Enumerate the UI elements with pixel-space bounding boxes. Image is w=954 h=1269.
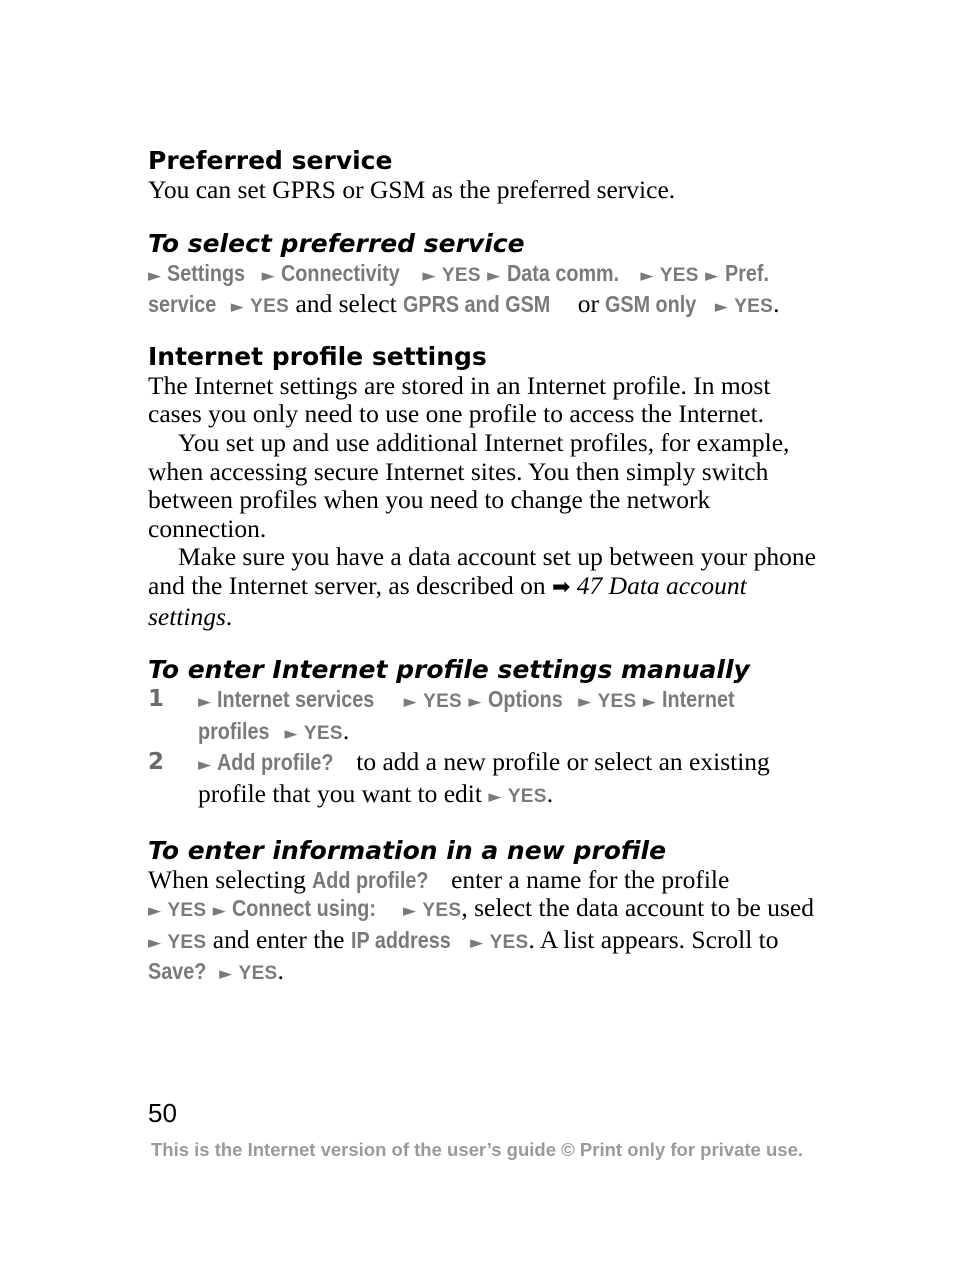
arrow-icon: ► — [403, 692, 417, 713]
text-fragment: . — [546, 778, 554, 808]
page-content — [148, 146, 828, 989]
text-fragment: When selecting — [148, 864, 313, 894]
text-fragment: profiles — [198, 717, 270, 744]
arrow-icon: ► — [714, 297, 728, 318]
select-preferred-instructions — [148, 259, 828, 322]
arrow-icon: ► — [402, 901, 417, 922]
yes-key-label: YES — [250, 296, 290, 318]
menu-ip-address: IP address — [350, 926, 451, 953]
profile-paragraph-3 — [148, 543, 828, 631]
arrow-icon: ► — [212, 901, 226, 922]
arrow-icon: ► — [468, 692, 482, 713]
heading-new-profile-info: To enter information in a new profile — [148, 835, 667, 865]
text-fragment: . — [773, 289, 780, 319]
arrow-icon: ► — [642, 692, 656, 713]
new-profile-instructions — [148, 866, 828, 989]
text-fragment: and enter the — [206, 924, 351, 954]
text-fragment: . A list appears. Scroll to — [528, 924, 779, 954]
yes-key-label: YES — [423, 691, 463, 713]
arrow-icon: ► — [487, 265, 501, 286]
arrow-icon: ► — [422, 265, 436, 286]
preferred-service-text: You can set GPRS or GSM as the preferred service. — [148, 175, 676, 204]
heading-internet-profile-settings: Internet profile settings — [148, 341, 487, 371]
step-number: 1 — [148, 686, 165, 713]
text-fragment: or — [571, 289, 606, 319]
step-number: 2 — [148, 749, 165, 776]
arrow-icon: ► — [148, 901, 162, 922]
arrow-icon: ► — [261, 265, 275, 286]
text-fragment: Make sure you have a data account set up between your phone and the Internet server, as described on — [148, 542, 816, 600]
list-item — [148, 685, 828, 748]
arrow-icon: ► — [640, 265, 654, 286]
option-gsm-only: GSM only — [605, 291, 697, 318]
arrow-icon: ► — [198, 755, 212, 776]
yes-key-label: YES — [303, 722, 343, 744]
manual-steps-list — [148, 685, 828, 811]
yes-key-label: YES — [489, 931, 529, 953]
text-fragment: . — [277, 956, 284, 986]
xref-data-account-settings[interactable]: 47 Data account settings — [148, 570, 747, 631]
yes-key-label: YES — [734, 296, 774, 318]
profile-paragraph-1: The Internet settings are stored in an Internet profile. In most cases you only need to use one profile to access the Internet. — [148, 370, 771, 429]
menu-connect-using: Connect using: — [232, 895, 377, 922]
menu-data-comm: Data comm. — [506, 259, 619, 286]
arrow-icon: ► — [705, 265, 719, 286]
menu-options: Options — [487, 686, 563, 713]
yes-key-label: YES — [441, 264, 481, 286]
arrow-icon: ► — [284, 723, 298, 744]
text-fragment: service — [148, 291, 217, 318]
arrow-icon: ► — [198, 692, 212, 713]
text-fragment: . — [342, 715, 350, 745]
yes-key-label: YES — [659, 264, 699, 286]
menu-connectivity: Connectivity — [281, 259, 400, 286]
menu-internet-profiles: Internet — [662, 686, 735, 713]
xref-arrow-icon: ➡ — [551, 574, 571, 600]
menu-add-profile: Add profile? — [312, 866, 429, 893]
footer-notice: This is the Internet version of the user’s guide © Print only for private use. — [150, 1139, 803, 1160]
option-gprs-and-gsm: GPRS and GSM — [403, 291, 551, 318]
profile-paragraph-2: You set up and use additional Internet profiles, for example, when accessing secure Internet sites. You then simply switch between profiles when you need to change the network connection. — [148, 427, 790, 543]
arrow-icon: ► — [148, 932, 162, 953]
text-fragment: enter a name for the profile — [444, 864, 730, 894]
arrow-icon: ► — [230, 297, 244, 318]
menu-internet-services: Internet services — [217, 686, 375, 713]
yes-key-label: YES — [597, 691, 637, 713]
menu-add-profile: Add profile? — [217, 749, 334, 776]
arrow-icon: ► — [148, 265, 162, 286]
menu-save: Save? — [148, 958, 207, 985]
arrow-icon: ► — [578, 692, 592, 713]
arrow-icon: ► — [470, 932, 484, 953]
heading-enter-profile-manually: To enter Internet profile settings manually — [148, 655, 750, 685]
list-item — [148, 748, 828, 811]
text-fragment: , select the data account to be used — [461, 893, 814, 923]
heading-select-preferred-service: To select preferred service — [148, 228, 525, 258]
menu-pref-service: Pref. — [724, 259, 769, 286]
arrow-icon: ► — [219, 964, 233, 985]
yes-key-label: YES — [238, 963, 278, 985]
yes-key-label: YES — [422, 900, 462, 922]
arrow-icon: ► — [488, 786, 502, 807]
text-fragment: to add a new profile or select an existing profile that you want to edit — [198, 747, 770, 808]
yes-key-label: YES — [167, 900, 207, 922]
text-fragment: . — [225, 601, 233, 631]
heading-preferred-service: Preferred service — [148, 146, 393, 175]
text-fragment: and select — [289, 289, 404, 319]
page-number: 50 — [148, 1098, 177, 1128]
yes-key-label: YES — [167, 931, 207, 953]
menu-settings: Settings — [167, 259, 246, 286]
yes-key-label: YES — [507, 785, 547, 807]
